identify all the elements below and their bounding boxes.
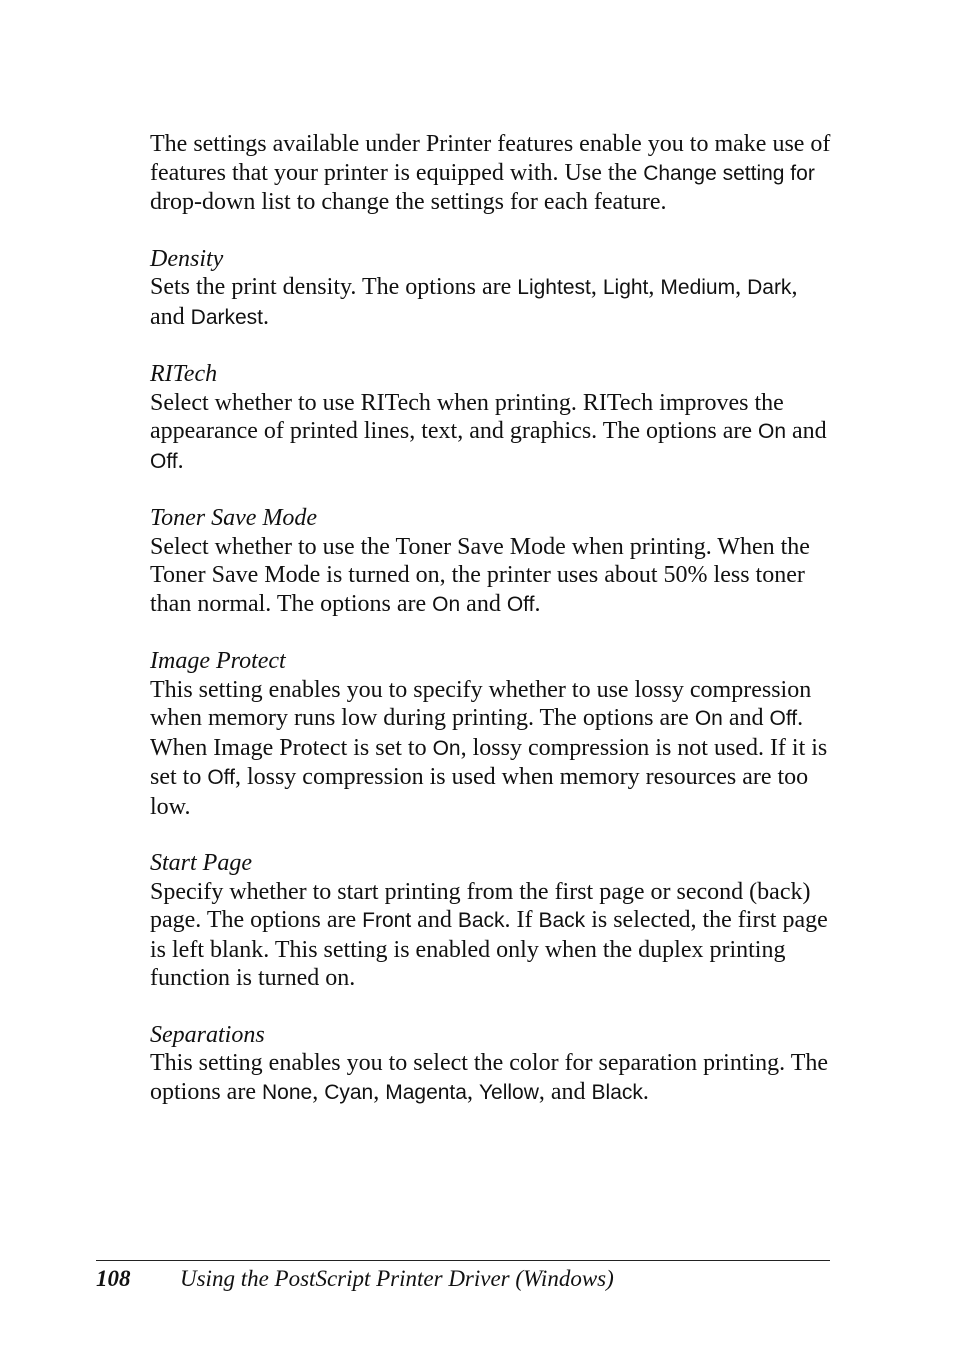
option-dark: Dark [747,276,792,299]
option-black: Black [591,1080,643,1104]
body-text: . When Image Protect is set to [150,705,804,761]
section-heading: Start Page [150,850,252,876]
option-off: Off [769,707,798,730]
separator: , [312,1078,325,1105]
section-heading: Image Protect [150,648,286,674]
option-front: Front [362,909,412,932]
section-body [150,676,834,822]
option-on: On [758,420,787,443]
option-none: None [261,1080,313,1104]
body-text: , lossy compression is not used. If it is set to [150,734,828,790]
option-medium: Medium [660,276,736,299]
intro-text: The settings available under Printer features enable you to make use of features that your printer is equipped with. Use the [150,131,831,186]
separator: , [735,274,748,300]
option-off: Off [506,592,535,616]
option-on: On [694,707,723,730]
section-body [150,1049,834,1107]
section-start-page [150,849,834,993]
separator: and [411,907,458,933]
section-body [150,273,834,332]
running-title: Using the PostScript Printer Driver (Windows) [180,1266,614,1291]
intro-text-end: drop-down list to change the settings for each feature. [150,189,667,215]
body-text: Sets the print density. The options are [150,274,518,300]
footer-divider [96,1260,830,1261]
option-on: On [432,592,461,616]
body-text: Specify whether to start printing from the first page or second (back) page. The options are [150,878,811,933]
body-text: , lossy compression is used when memory resources are too low. [150,764,809,820]
option-back: Back [538,909,586,932]
section-body [150,533,834,620]
period: . [534,590,541,617]
body-text: . If [504,907,539,933]
separator: , [590,274,603,300]
section-body [150,389,834,477]
section-toner-save-mode [150,504,834,619]
section-separations [150,1021,834,1108]
separator: , and [150,274,798,330]
page-number: 108 [96,1266,131,1291]
option-yellow: Yellow [478,1080,539,1104]
option-cyan: Cyan [324,1080,374,1104]
period: . [177,447,184,474]
section-heading: Separations [150,1021,265,1048]
section-image-protect [150,647,834,821]
section-heading: Density [150,245,224,272]
option-on: On [432,736,461,760]
separator: , [648,274,661,300]
option-light: Light [602,276,649,299]
separator: and [722,705,770,731]
intro-paragraph [150,130,834,217]
separator: and [786,418,827,444]
body-text: Select whether to use the Toner Save Mode when printing. When the Toner Save Mode is turned on, the printer uses about 50% less toner than normal. The options are [150,533,810,617]
option-back: Back [457,909,505,932]
option-off: Off [150,449,178,473]
change-setting-for-label: Change setting for [643,161,815,185]
section-ritech [150,360,834,476]
option-magenta: Magenta [385,1080,467,1104]
separator: , [466,1078,479,1105]
body-text: Select whether to use RITech when printing. RITech improves the appearance of printed lines, text, and graphics. The options are [150,389,784,444]
section-density [150,245,834,333]
separator: , [373,1078,386,1105]
option-darkest: Darkest [190,305,264,329]
option-lightest: Lightest [517,276,591,299]
section-body [150,878,834,993]
section-heading: RITech [150,361,218,387]
body-text: This setting enables you to select the color for separation printing. The options are [150,1050,829,1105]
period: . [263,303,270,330]
option-off: Off [207,766,235,789]
body-text: This setting enables you to specify whether to use lossy compression when memory runs low during printing. The options are [150,676,812,731]
separator: , and [538,1078,592,1105]
period: . [642,1078,649,1105]
body-text: is selected, the first page is left blank. This setting is enabled only when the duplex printing function is turned on. [150,907,828,991]
page-content [150,130,834,1107]
section-heading: Toner Save Mode [150,505,318,531]
separator: and [460,590,507,617]
